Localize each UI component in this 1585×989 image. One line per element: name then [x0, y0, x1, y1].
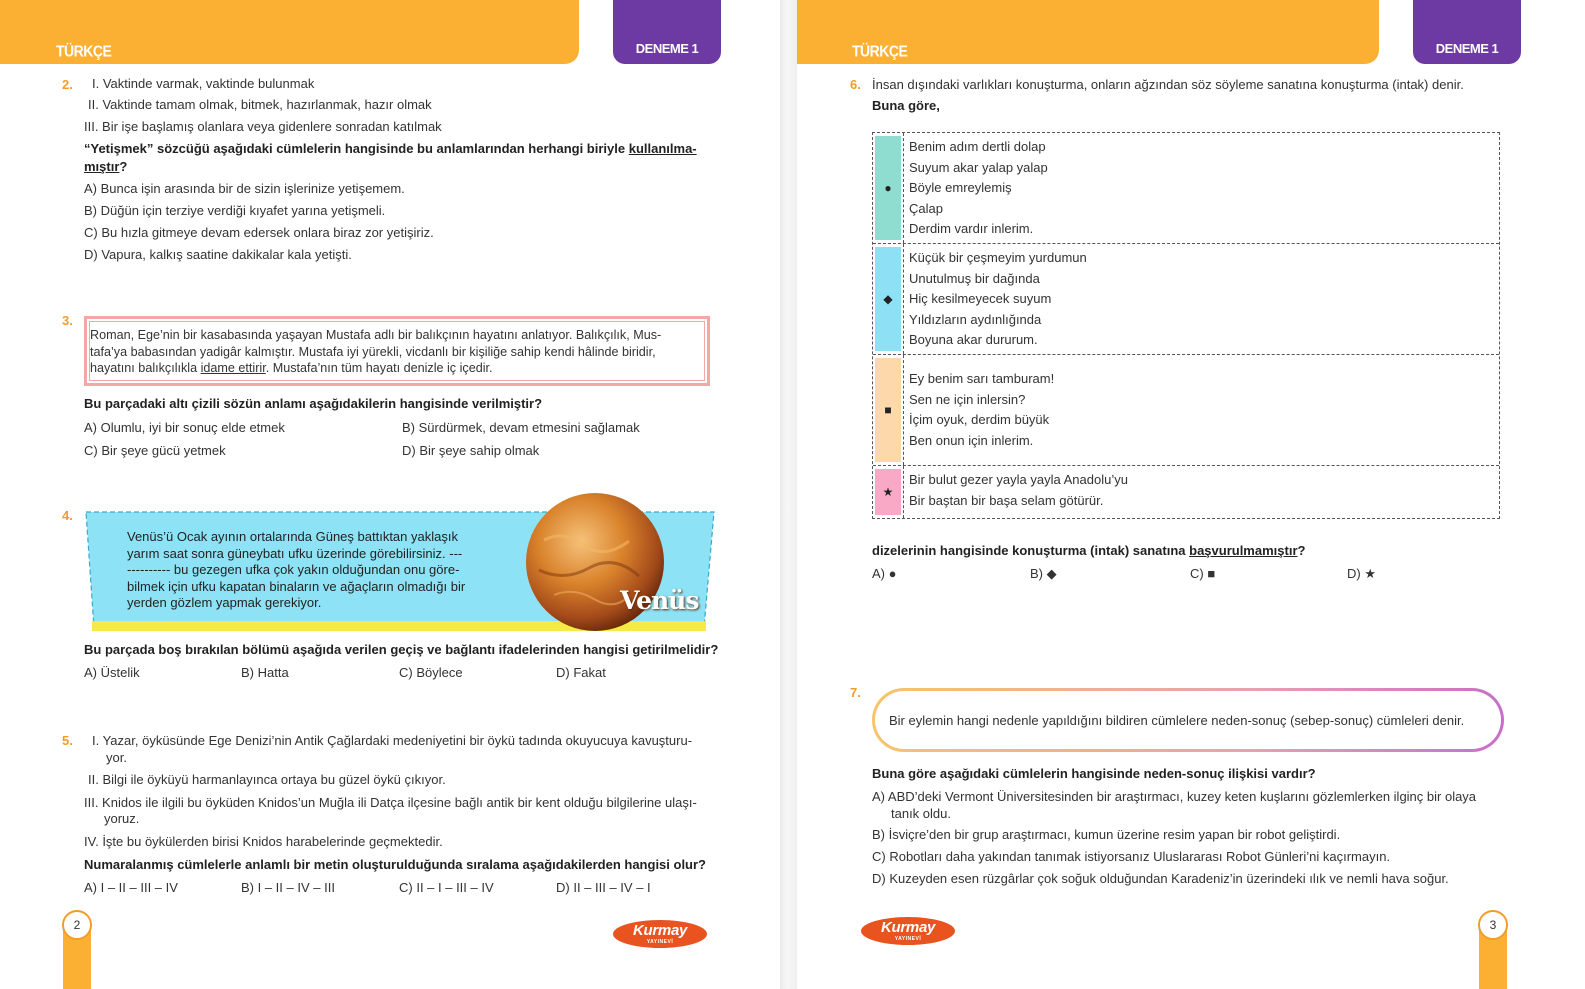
poem-line: Derdim vardır inlerim.: [909, 221, 1034, 237]
question-stem: [84, 141, 697, 156]
poem-lines: [909, 137, 1048, 240]
option-a[interactable]: A) Bunca işin arasında bir de sizin işlerinize yetişemem.: [84, 181, 405, 196]
passage-line: yerden gözlem yapmak gerekiyor.: [127, 595, 322, 610]
poem-row-circle: [873, 133, 1499, 244]
question-number: 4.: [62, 508, 73, 523]
exam-label: DENEME 1: [1413, 0, 1521, 64]
option-c[interactable]: C) Bu hızla gitmeye devam edersek onlara biraz zor yetişiriz.: [84, 225, 434, 240]
circle-icon: ●: [875, 136, 901, 240]
sentence-1: I. Yazar, öyküsünde Ege Denizi’nin Antik Çağlardaki medeniyetini bir öykü tadında okuyucuya kavuşturu-: [92, 733, 693, 748]
option-d[interactable]: D) II – III – IV – I: [556, 880, 651, 895]
option-a[interactable]: A) Üstelik: [84, 665, 140, 680]
sentence-4: IV. İşte bu öykülerden birisi Knidos harabelerinde geçmektedir.: [84, 834, 443, 849]
option-a[interactable]: A) Olumlu, iyi bir sonuç elde etmek: [84, 420, 285, 435]
meaning-3: III. Bir işe başlamış olanlara veya gidenlere sonradan katılmak: [84, 119, 442, 134]
venus-label: Venüs: [620, 586, 699, 615]
question-number: 7.: [850, 685, 861, 700]
option-c[interactable]: C) ■: [1190, 566, 1216, 581]
stem-text: “Yetişmek” sözcüğü aşağıdaki cümlelerin hangisinde bu anlamlarından herhangi biriyle: [84, 141, 629, 156]
passage-line-2: tafa’ya babasından yadigâr kalmıştır. Mustafa iyi yürekli, vicdanlı bir kişiliğe sahip kendi hâlinde biridir,: [90, 345, 656, 359]
option-c[interactable]: C) Bir şeye gücü yetmek: [84, 443, 226, 458]
sentence-2: II. Bilgi ile öyküyü harmanlayınca ortaya bu güzel öykü çıkıyor.: [88, 772, 446, 787]
poem-line: Böyle emreylemiş: [909, 180, 1012, 196]
poem-line: İçim oyuk, derdim büyük: [909, 412, 1050, 428]
poem-line: Bir baştan bir başa selam götürür.: [909, 492, 1104, 508]
option-b[interactable]: B) Hatta: [241, 665, 289, 680]
poem-line: Hiç kesilmeyecek suyum: [909, 291, 1052, 307]
option-d[interactable]: D) Bir şeye sahip olmak: [402, 443, 540, 458]
passage-line-3: [90, 361, 493, 375]
option-d[interactable]: D) ★: [1347, 566, 1376, 581]
option-b[interactable]: B) İsviçre’den bir grup araştırmacı, kumun üzerine resim yapan bir robot geliştirdi.: [872, 827, 1341, 842]
passage-text: hayatını balıkçılıkla: [90, 361, 201, 375]
question-stem: Bu parçada boş bırakılan bölümü aşağıda verilen geçiş ve bağlantı ifadelerinden hangisi getirilmelidir?: [84, 642, 719, 657]
logo-subtext: YAYINEVİ: [894, 936, 922, 942]
stem-text: dizelerinin hangisinde konuşturma (intak) sanatına: [872, 543, 1190, 558]
option-a[interactable]: A) ●: [872, 566, 897, 581]
poem-row-square: [873, 355, 1499, 466]
sentence-1-cont: yor.: [106, 750, 127, 765]
poem-table: [872, 132, 1500, 519]
poem-lines: [909, 248, 1087, 351]
option-a-cont[interactable]: tanık oldu.: [891, 806, 951, 821]
passage-line: yarım saat sonra güneybatı ufku üzerinde görebilirsiniz. ---: [127, 545, 463, 561]
question-number: 5.: [62, 733, 73, 748]
poem-line: Ben onun için inlerim.: [909, 432, 1034, 448]
meaning-1: I. Vaktinde varmak, vaktinde bulunmak: [92, 76, 315, 91]
info-box: [872, 688, 1504, 752]
poem-line: Suyum akar yalap yalap: [909, 159, 1048, 175]
diamond-icon: ◆: [875, 247, 901, 351]
question-lead: Buna göre,: [872, 98, 940, 113]
stem-underlined: mıştır: [84, 159, 120, 174]
poem-line: Bir bulut gezer yayla yayla Anadolu’yu: [909, 472, 1128, 487]
poem-line: Benim adım dertli dolap: [909, 139, 1046, 154]
option-d[interactable]: D) Vapura, kalkış saatine dakikalar kala yetişti.: [84, 247, 352, 262]
stem-end: ?: [119, 159, 128, 174]
subject-title: TÜRKÇE: [852, 41, 908, 61]
stem-underlined: başvurulmamıştır: [1189, 543, 1298, 558]
page-number: 3: [1478, 910, 1508, 940]
logo-text: Kurmay: [632, 922, 688, 939]
question-intro: İnsan dışındaki varlıkları konuşturma, onların ağzından söz söyleme sanatına konuşturma (intak) denir.: [872, 77, 1464, 92]
sentence-3-cont: yoruz.: [104, 811, 140, 826]
exam-label: DENEME 1: [613, 0, 721, 64]
option-d[interactable]: D) Fakat: [556, 665, 606, 680]
logo-subtext: YAYINEVİ: [646, 939, 674, 945]
question-number: 2.: [62, 77, 73, 92]
poem-line: Sen ne için inlersin?: [909, 391, 1026, 407]
book-gutter: [780, 0, 797, 989]
question-stem: Bu parçadaki altı çizili sözün anlamı aşağıdakilerin hangisinde verilmiştir?: [84, 396, 543, 411]
poem-lines: [909, 369, 1054, 451]
passage-line: Venüs’ü Ocak ayının ortalarında Güneş battıktan yaklaşık: [127, 529, 458, 544]
option-b[interactable]: B) I – II – IV – III: [241, 880, 335, 895]
option-b[interactable]: B) Düğün için terziye verdiği kıyafet yarına yetişmeli.: [84, 203, 386, 218]
question-stem: Buna göre aşağıdaki cümlelerin hangisinde neden-sonuç ilişkisi vardır?: [872, 766, 1316, 781]
option-c[interactable]: C) II – I – III – IV: [399, 880, 494, 895]
poem-lines: [909, 470, 1128, 511]
poem-line: Ey benim sarı tamburam!: [909, 371, 1055, 386]
square-icon: ■: [875, 358, 901, 462]
poem-line: Unutulmuş bir dağında: [909, 270, 1040, 286]
poem-line: Boyuna akar dururum.: [909, 332, 1038, 348]
passage-line: ---------- bu gezegen ufka çok yakın olduğundan onu göre-: [127, 562, 460, 577]
publisher-logo: [613, 920, 707, 948]
poem-line: Küçük bir çeşmeyim yurdumun: [909, 250, 1087, 265]
poem-row-star: [873, 466, 1499, 518]
underlined-phrase: idame ettirir: [200, 361, 266, 375]
passage-line-1: Roman, Ege’nin bir kasabasında yaşayan Mustafa adlı bir balıkçının hayatını anlatıyor. Balıkçılık, Mus-: [90, 328, 662, 342]
question-stem: Numaralanmış cümlelerle anlamlı bir metin oluşturulduğunda sıralama aşağıdakilerden hangisi olur?: [84, 857, 707, 872]
meaning-2: II. Vaktinde tamam olmak, bitmek, hazırlanmak, hazır olmak: [88, 97, 432, 112]
question-stem-cont: [84, 159, 127, 174]
option-b[interactable]: B) Sürdürmek, devam etmesini sağlamak: [402, 420, 640, 435]
question-number: 3.: [62, 313, 73, 328]
stem-end: ?: [1297, 543, 1306, 558]
option-b[interactable]: B) ◆: [1030, 566, 1057, 581]
page-number: 2: [62, 910, 92, 940]
option-c[interactable]: C) Böylece: [399, 665, 463, 680]
option-d[interactable]: D) Kuzeyden esen rüzgârlar çok soğuk olduğundan Karadeniz’in üzerindeki ılık ve nemli hava soğur.: [872, 871, 1449, 886]
subject-title: TÜRKÇE: [56, 41, 112, 61]
poem-row-diamond: [873, 244, 1499, 355]
passage-line: bilmek için ufku kapatan binaların ve ağaçların olmadığı bir: [127, 578, 466, 594]
info-text: Bir eylemin hangi nedenle yapıldığını bildiren cümlelere neden-sonuç (sebep-sonuç) cümleleri denir.: [875, 691, 1501, 749]
poem-line: Çalap: [909, 200, 943, 216]
option-a[interactable]: A) ABD’deki Vermont Üniversitesinden bir araştırmacı, kuzey keten kuşlarını gözlemlerken ilginç bir olaya: [872, 789, 1477, 804]
option-a[interactable]: A) I – II – III – IV: [84, 880, 178, 895]
question-stem: [872, 543, 1305, 558]
stem-underlined: kullanılma-: [628, 141, 697, 156]
option-c[interactable]: C) Robotları daha yakından tanımak istiyorsanız Uluslararası Robot Günleri’ni kaçırmayın.: [872, 849, 1391, 864]
logo-text: Kurmay: [880, 919, 936, 936]
venus-passage: [127, 529, 465, 612]
question-number: 6.: [850, 77, 861, 92]
right-page: [797, 0, 1585, 989]
publisher-logo: [861, 917, 955, 945]
poem-line: Yıldızların aydınlığında: [909, 311, 1042, 327]
left-page: [0, 0, 780, 989]
star-icon: ★: [875, 469, 901, 515]
sentence-3: III. Knidos ile ilgili bu öyküden Knidos’un Muğla ili Datça ilçesine bağlı antik bir kent olduğu bilgilerine ulaşı-: [84, 795, 697, 810]
passage-text: . Mustafa’nın tüm hayatı denizle iç içedir.: [265, 361, 493, 375]
